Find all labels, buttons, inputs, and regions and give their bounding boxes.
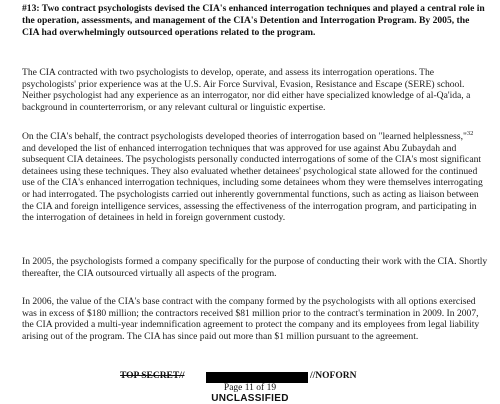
page-number: Page 11 of 19	[223, 383, 277, 393]
noforn-marking: //NOFORN	[310, 371, 357, 381]
redaction-bar	[206, 372, 308, 383]
paragraph-1: The CIA contracted with two psychologists to develop, operate, and assess its interrogation operations. The psychologists' prior experience was at the U.S. Air Force Survival, Evasion, Resistance and Escape (SERE) school. Neither psychologist had any experience as an interrogator, nor did either have specialized knowledge of al-Qa'ida, a background in counterterrorism, or any relevant cultural or linguistic expertise.	[22, 67, 471, 113]
paragraph-3: In 2005, the psychologists formed a company specifically for the purpose of conducting their work with the CIA. Shortly thereafter, the CIA outsourced virtually all aspects of the program.	[22, 256, 488, 279]
unclassified-marking: UNCLASSIFIED	[211, 393, 289, 404]
finding-heading: #13: Two contract psychologists devised the CIA's enhanced interrogation techniques and played a central role in the operation, assessments, and management of the CIA's Detention and Interrogation Program. By 2005, the CIA had overwhelmingly outsourced operations related to the program.	[22, 3, 485, 38]
footnote-marker: 32	[466, 129, 474, 137]
top-secret-marking: TOP SECRET//	[120, 371, 185, 381]
paragraph-2-text-start: On the CIA's behalf, the contract psychologists developed theories of interrogation based on "learned helplessness,"	[22, 131, 467, 142]
paragraph-4: In 2006, the value of the CIA's base contract with the company formed by the psychologists with all options exercised was in excess of $180 million; the contractors received $81 million prior to the contract's termination in 2009. In 2007, the CIA provided a multi-year indemnification agreement to protect the company and its employees from legal liability arising out of the program. The CIA has since paid out more than $1 million pursuant to the agreement.	[22, 296, 480, 342]
paragraph-2	[22, 131, 488, 224]
classification-marking	[120, 371, 380, 383]
paragraph-2-text-end: and developed the list of enhanced interrogation techniques that was approved for use against Abu Zubaydah and subsequent CIA detainees. The psychologists personally conducted interrogations of some of the CIA's most significant detainees using these techniques. They also evaluated whether detainees' psychological state allowed for the continued use of the CIA's enhanced interrogation techniques, including some detainees whom they were themselves interrogating or had interrogated. The psychologists carried out inherently governmental functions, such as acting as liaison between the CIA and foreign intelligence services, assessing the effectiveness of the interrogation program, and participating in the interrogation of detainees in held in foreign government custody.	[22, 142, 483, 224]
